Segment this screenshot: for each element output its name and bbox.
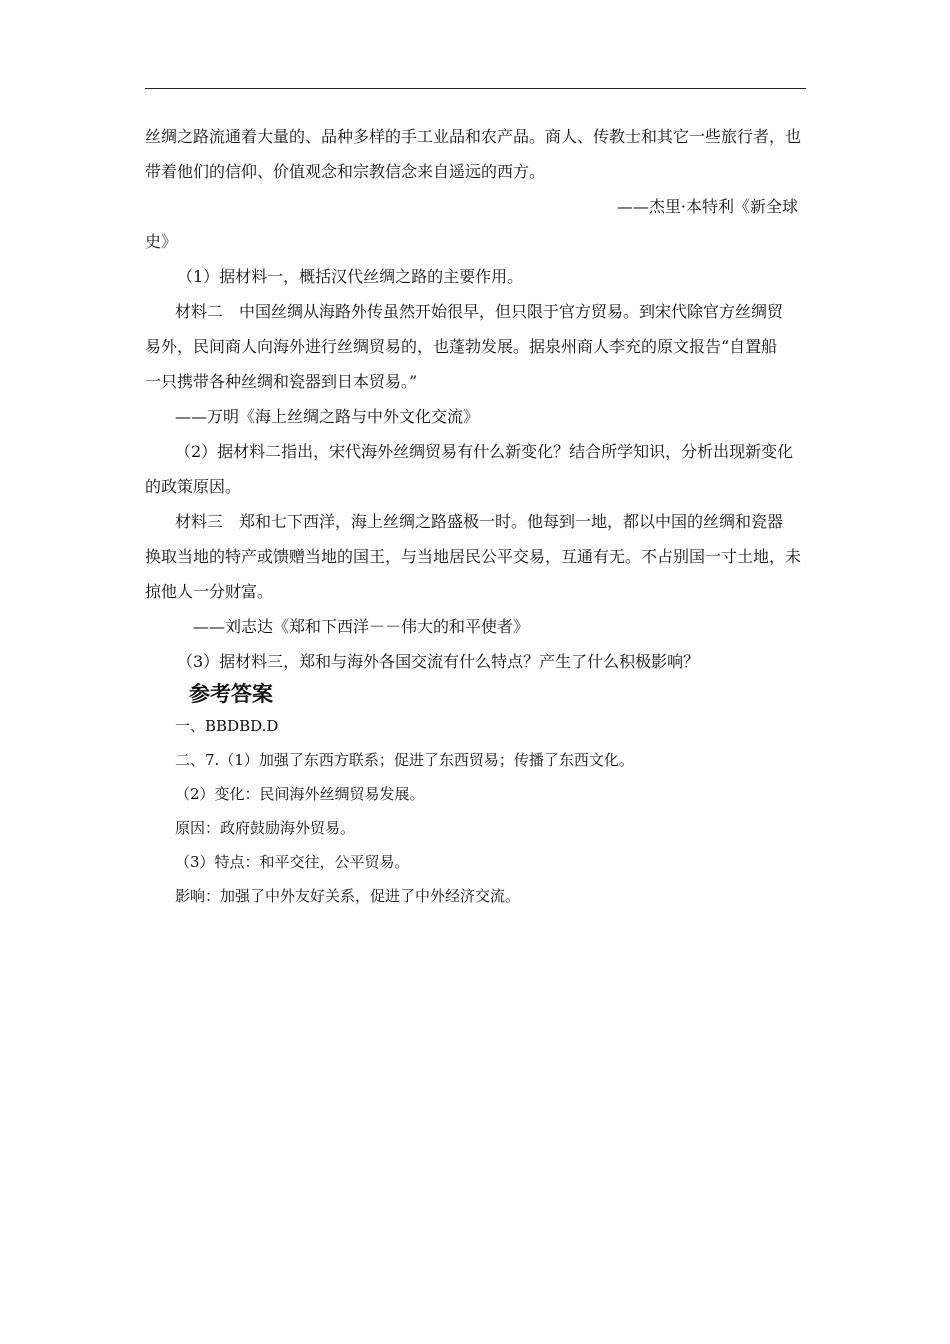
material-two-text: 材料二 中国丝绸从海路外传虽然开始很早，但只限于官方贸易。到宋代除官方丝绸贸 — [175, 302, 784, 321]
answer-line: 一、BBDBD.D — [175, 717, 279, 735]
answer-line: 原因：政府鼓励海外贸易。 — [175, 819, 356, 837]
material-two-source: ——万明《海上丝绸之路与中外文化交流》 — [175, 407, 480, 426]
answer-line: 影响：加强了中外友好关系，促进了中外经济交流。 — [175, 887, 521, 905]
question-two: 的政策原因。 — [145, 477, 242, 496]
question-two: （2）据材料二指出，宋代海外丝绸贸易有什么新变化？结合所学知识，分析出现新变化 — [175, 442, 794, 461]
document-body — [145, 122, 806, 913]
answer-line: （3）特点：和平交往，公平贸易。 — [175, 853, 410, 871]
material-three-source: ——刘志达《郑和下西洋－－伟大的和平使者》 — [193, 617, 530, 636]
answer-line: （2）变化：民间海外丝绸贸易发展。 — [175, 785, 425, 803]
material-two-text: 易外，民间商人向海外进行丝绸贸易的，也蓬勃发展。据泉州商人李充的原文报告“自置船 — [145, 337, 778, 356]
material-one-text: 丝绸之路流通着大量的、品种多样的手工业品和农产品。商人、传教士和其它一些旅行者，也 — [145, 127, 802, 146]
answers-heading: 参考答案 — [189, 682, 273, 706]
material-three-text: 材料三 郑和七下西洋，海上丝绸之路盛极一时。他每到一地，都以中国的丝绸和瓷器 — [175, 512, 784, 531]
question-three: （3）据材料三，郑和与海外各国交流有什么特点？产生了什么积极影响？ — [177, 652, 700, 671]
header-rule — [145, 88, 806, 89]
material-three-text: 掠他人一分财富。 — [145, 582, 274, 601]
material-one-source: ——杰里·本特利《新全球 — [616, 197, 798, 216]
answer-line: 二、7.（1）加强了东西方联系；促进了东西贸易；传播了东西文化。 — [175, 751, 634, 769]
question-one: （1）据材料一，概括汉代丝绸之路的主要作用。 — [177, 267, 524, 286]
material-two-text: 一只携带各种丝绸和瓷器到日本贸易。” — [145, 372, 418, 391]
material-one-source: 史》 — [145, 232, 178, 251]
material-one-text: 带着他们的信仰、价值观念和宗教信念来自遥远的西方。 — [145, 162, 546, 181]
material-three-text: 换取当地的特产或馈赠当地的国王，与当地居民公平交易，互通有无。不占别国一寸土地，未 — [145, 547, 802, 566]
